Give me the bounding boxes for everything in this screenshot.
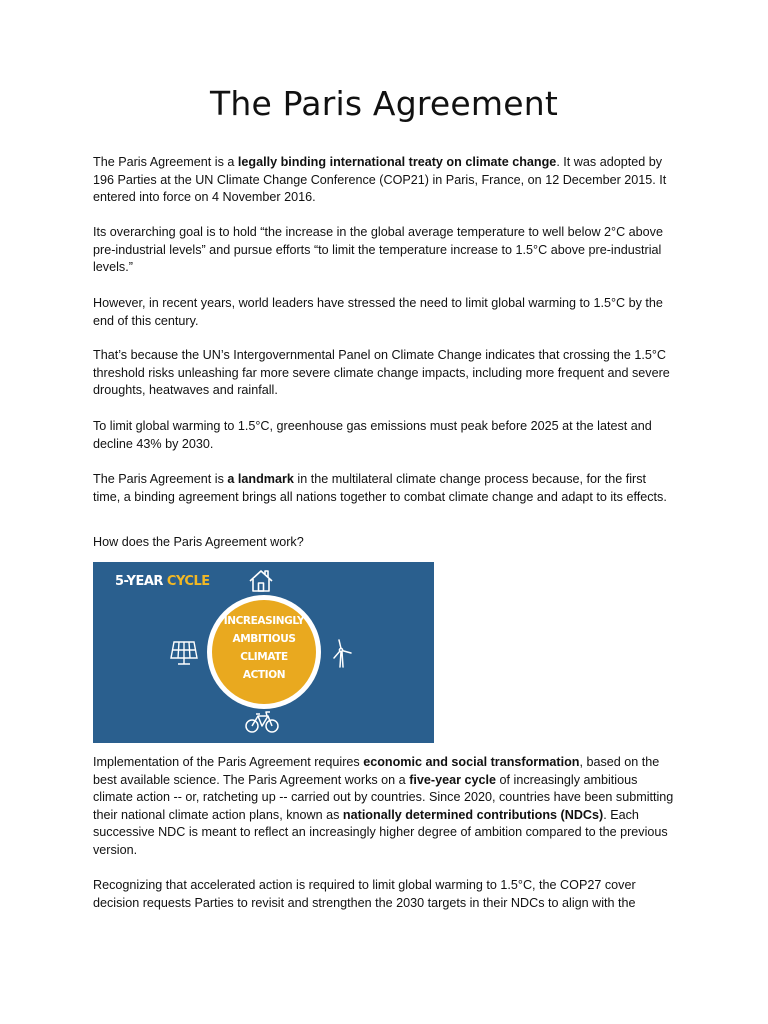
paragraph-text: , based on the best available science. The Paris Agreement works on a [93, 755, 660, 787]
paragraph-emissions: To limit global warming to 1.5°C, greenhouse gas emissions must peak before 2025 at the latest and decline 43% by 2030. [93, 419, 652, 451]
paragraph-ipcc: That’s because the UN’s Intergovernmental Panel on Climate Change indicates that crossing the 1.5°C threshold risks unleashing far more severe climate change impacts, including more frequent and severe droughts, heatwaves and rainfall. [93, 348, 670, 398]
center-line: CLIMATE ACTION [240, 651, 288, 681]
paragraph-text: Implementation of the Paris Agreement requires [93, 755, 364, 769]
heading-white-text: 5-YEAR [115, 574, 167, 589]
paragraph-text: of increasingly ambitious climate action -- or, ratcheting up -- carried out by countries. Since 2020, countries have been submitting their national climate action plans, known as [93, 772, 674, 822]
bicycle-icon [244, 710, 280, 734]
paragraph-landmark [93, 471, 675, 506]
solar-panel-icon [169, 639, 199, 667]
paragraph-cop27: Recognizing that accelerated action is required to limit global warming to 1.5°C, the COP27 cover decision requests Parties to revisit and strengthen the 2030 targets in their NDCs to align with the [93, 878, 636, 910]
bold-text: five-year cycle [409, 772, 497, 787]
center-line: AMBITIOUS [232, 633, 296, 645]
center-line: INCREASINGLY [223, 615, 305, 627]
heading-accent-text: CYCLE [166, 574, 210, 589]
figure-heading [115, 574, 210, 589]
bold-text: legally binding international treaty on climate change [237, 155, 557, 169]
wind-turbine-icon [326, 639, 356, 669]
paragraph-text: The Paris Agreement is a [93, 155, 238, 169]
paragraph-question: How does the Paris Agreement work? [93, 535, 304, 549]
paragraph-text: in the multilateral climate change process because, for the first time, a binding agreement brings all nations together to combat climate change and adapt to its effects. [93, 472, 667, 504]
figure-center-text [220, 612, 308, 684]
page-title: The Paris Agreement [210, 84, 558, 123]
paragraph-text: The Paris Agreement is [93, 472, 228, 486]
paragraph-text: . Each successive NDC is meant to reflect an increasingly higher degree of ambition compared to the previous version. [93, 807, 668, 857]
five-year-cycle-figure [93, 562, 434, 743]
house-icon [247, 568, 275, 594]
paragraph-goal: Its overarching goal is to hold “the increase in the global average temperature to well below 2°C above pre-industrial levels” and pursue efforts “to limit the temperature increase to 1.5°C above pre-industrial levels.” [93, 225, 663, 275]
paragraph-intro [93, 154, 675, 207]
paragraph-implementation [93, 754, 675, 860]
paragraph-text: . It was adopted by 196 Parties at the UN Climate Change Conference (COP21) in Paris, France, on 12 December 2015. It entered into force on 4 November 2016. [93, 155, 667, 205]
bold-text: a landmark [227, 472, 294, 486]
bold-text: economic and social transformation [363, 755, 580, 769]
paragraph-recent-years: However, in recent years, world leaders have stressed the need to limit global warming to 1.5°C by the end of this century. [93, 296, 663, 328]
bold-text: nationally determined contributions (NDCs) [342, 807, 604, 822]
